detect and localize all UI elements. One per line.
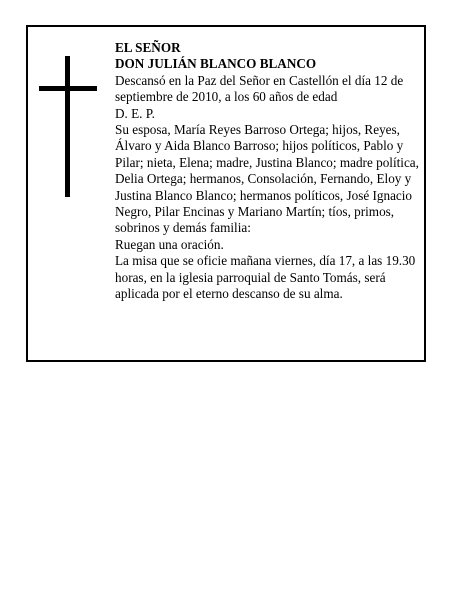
cross-vertical-bar	[65, 56, 70, 197]
obituary-notice	[26, 25, 426, 362]
prayer-request: Ruegan una oración.	[115, 236, 224, 252]
deceased-name: DON JULIÁN BLANCO BLANCO	[115, 56, 317, 72]
cross-icon	[39, 56, 97, 197]
cross-horizontal-bar	[39, 86, 97, 91]
notice-body	[115, 40, 419, 303]
death-announcement: Descansó en la Paz del Señor en Castellón el día 12 de septiembre de 2010, a los 60 años de edad	[115, 72, 404, 105]
rip-line: D. E. P.	[115, 105, 155, 121]
mass-announcement: La misa que se oficie mañana viernes, día 17, a las 19.30 horas, en la iglesia parroquial de Santo Tomás, será aplicada por el eterno descanso de su alma.	[115, 253, 416, 302]
heading-title: EL SEÑOR	[115, 40, 181, 55]
family-list: Su esposa, María Reyes Barroso Ortega; hijos, Reyes, Álvaro y Aida Blanco Barroso; hijos políticos, Pablo y Pilar; nieta, Elena; madre, Justina Blanco; madre política, Delia Ortega; hermanos, Consolación, Fernando, Eloy y Justina Blanco Blanco; hermanos políticos, José Ignacio Negro, Pilar Encinas y Mariano Martín; tíos, primos, sobrinos y demás familia:	[115, 122, 419, 236]
